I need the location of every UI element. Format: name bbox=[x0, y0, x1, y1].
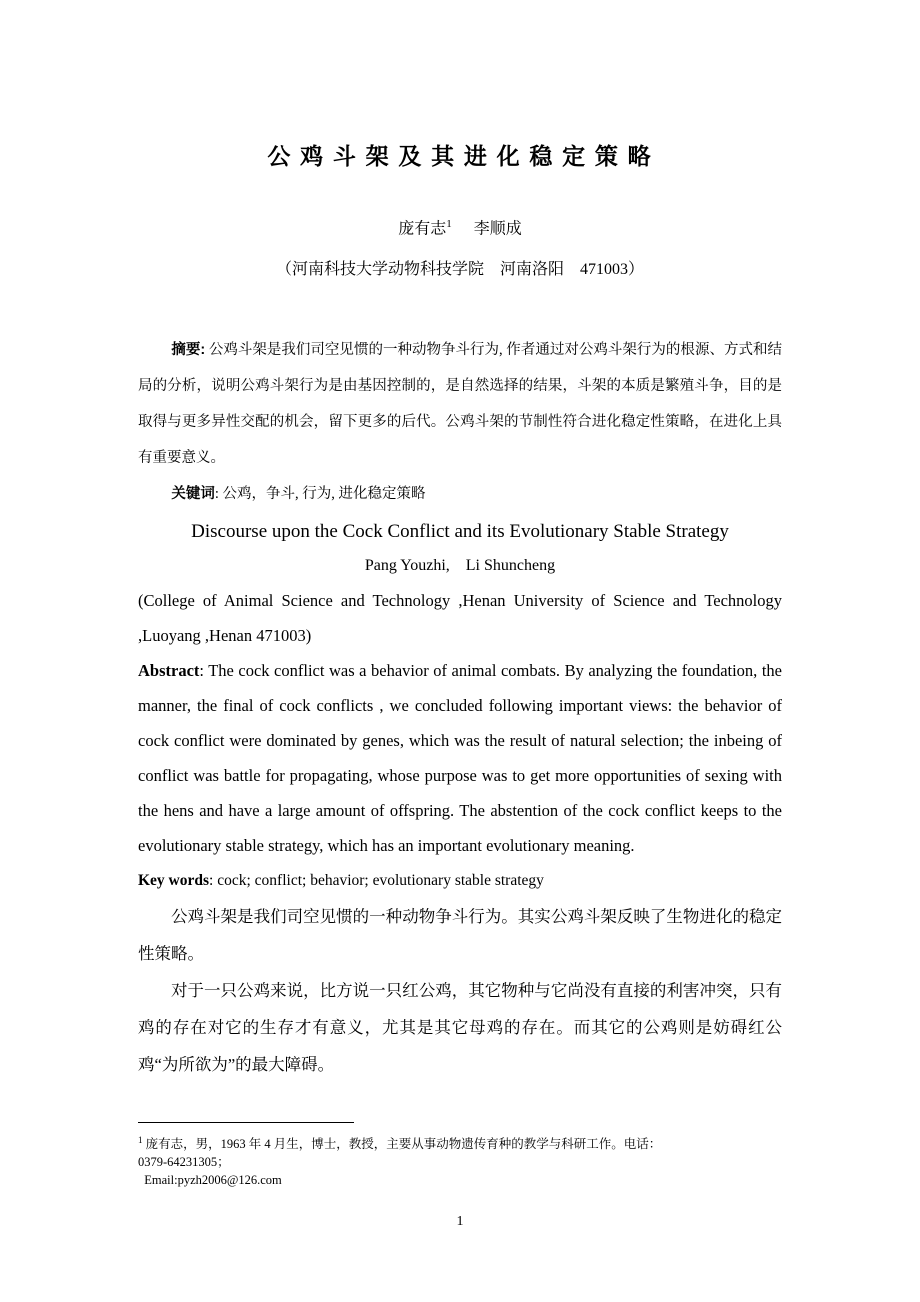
keywords-text-english: : cock; conflict; behavior; evolutionary stable strategy bbox=[209, 872, 544, 890]
abstract-label-english: Abstract bbox=[138, 661, 200, 681]
keywords-english bbox=[138, 863, 782, 898]
abstract-label-chinese: 摘要: bbox=[171, 342, 206, 359]
title-english: Discourse upon the Cock Conflict and its Evolutionary Stable Strategy bbox=[191, 521, 729, 543]
abstract-chinese bbox=[138, 332, 782, 476]
keywords-label-english: Key words bbox=[138, 872, 210, 890]
affiliation-chinese: （河南科技大学动物科技学院 河南洛阳 471003） bbox=[275, 261, 644, 279]
author-2: 李顺成 bbox=[473, 220, 522, 238]
title-chinese: 公 鸡 斗 架 及 其 进 化 稳 定 策 略 bbox=[267, 144, 653, 169]
footnote-text: 庞有志，男，1963 年 4 月生，博士，教授，主要从事动物遗传育种的教学与科研工作。电话： bbox=[142, 1137, 662, 1152]
abstract-text-english: : The cock conflict was a behavior of animal combats. By analyzing the foundation, the manner, the final of cock conflicts , we concluded following important views: the behavior of cock conflict were dominated by genes, which was the result of natural selection; the inbeing of conflict was battle for propagating, whose purpose was to get more opportunities of sexing with the hens and have a large amount of offspring. The abstention of the cock conflict keeps to the evolutionary stable strategy, which has an important evolutionary meaning. bbox=[138, 661, 782, 856]
footnote-area bbox=[138, 1122, 782, 1189]
body-paragraph-2: 对于一只公鸡来说，比方说一只红公鸡，其它物种与它尚没有直接的利害冲突，只有鸡的存在对它的生存才有意义，尤其是其它母鸡的存在。而其它的公鸡则是妨碍红公鸡“为所欲为”的最大障碍。 bbox=[138, 981, 782, 1075]
footnote-email: Email:pyzh2006@126.com bbox=[138, 1173, 282, 1188]
footnote-marker: 1 bbox=[138, 1135, 143, 1145]
keywords-text-chinese: : 公鸡，争斗, 行为, 进化稳定策略 bbox=[214, 486, 426, 503]
authors-chinese bbox=[138, 212, 782, 241]
keywords-chinese bbox=[138, 476, 782, 512]
footnote-line-2: 0379-64231305； bbox=[138, 1155, 230, 1170]
footnote-line-1 bbox=[138, 1131, 782, 1153]
keywords-label-chinese: 关键词 bbox=[171, 486, 215, 503]
affiliation-english: (College of Animal Science and Technology ,Henan University of Science and Technology ,Luoyang ,Henan 471003) bbox=[138, 591, 782, 646]
author-1: 庞有志 bbox=[398, 220, 447, 238]
abstract-english bbox=[138, 653, 782, 863]
authors-english: Pang Youzhi, Li Shuncheng bbox=[364, 557, 556, 575]
body-paragraph-1: 公鸡斗架是我们司空见惯的一种动物争斗行为。其实公鸡斗架反映了生物进化的稳定性策略。 bbox=[138, 907, 782, 964]
abstract-text-chinese: 公鸡斗架是我们司空见惯的一种动物争斗行为, 作者通过对公鸡斗架行为的根源、方式和结局的分析，说明公鸡斗架行为是由基因控制的，是自然选择的结果，斗架的本质是繁殖斗争，目的是取得与更多异性交配的机会，留下更多的后代。公鸡斗架的节制性符合进化稳定性策略，在进化上具有重要意义。 bbox=[138, 342, 782, 467]
author-1-footnote-ref: 1 bbox=[446, 218, 452, 230]
footnote-divider bbox=[138, 1122, 354, 1123]
page-number: 1 bbox=[456, 1214, 464, 1229]
